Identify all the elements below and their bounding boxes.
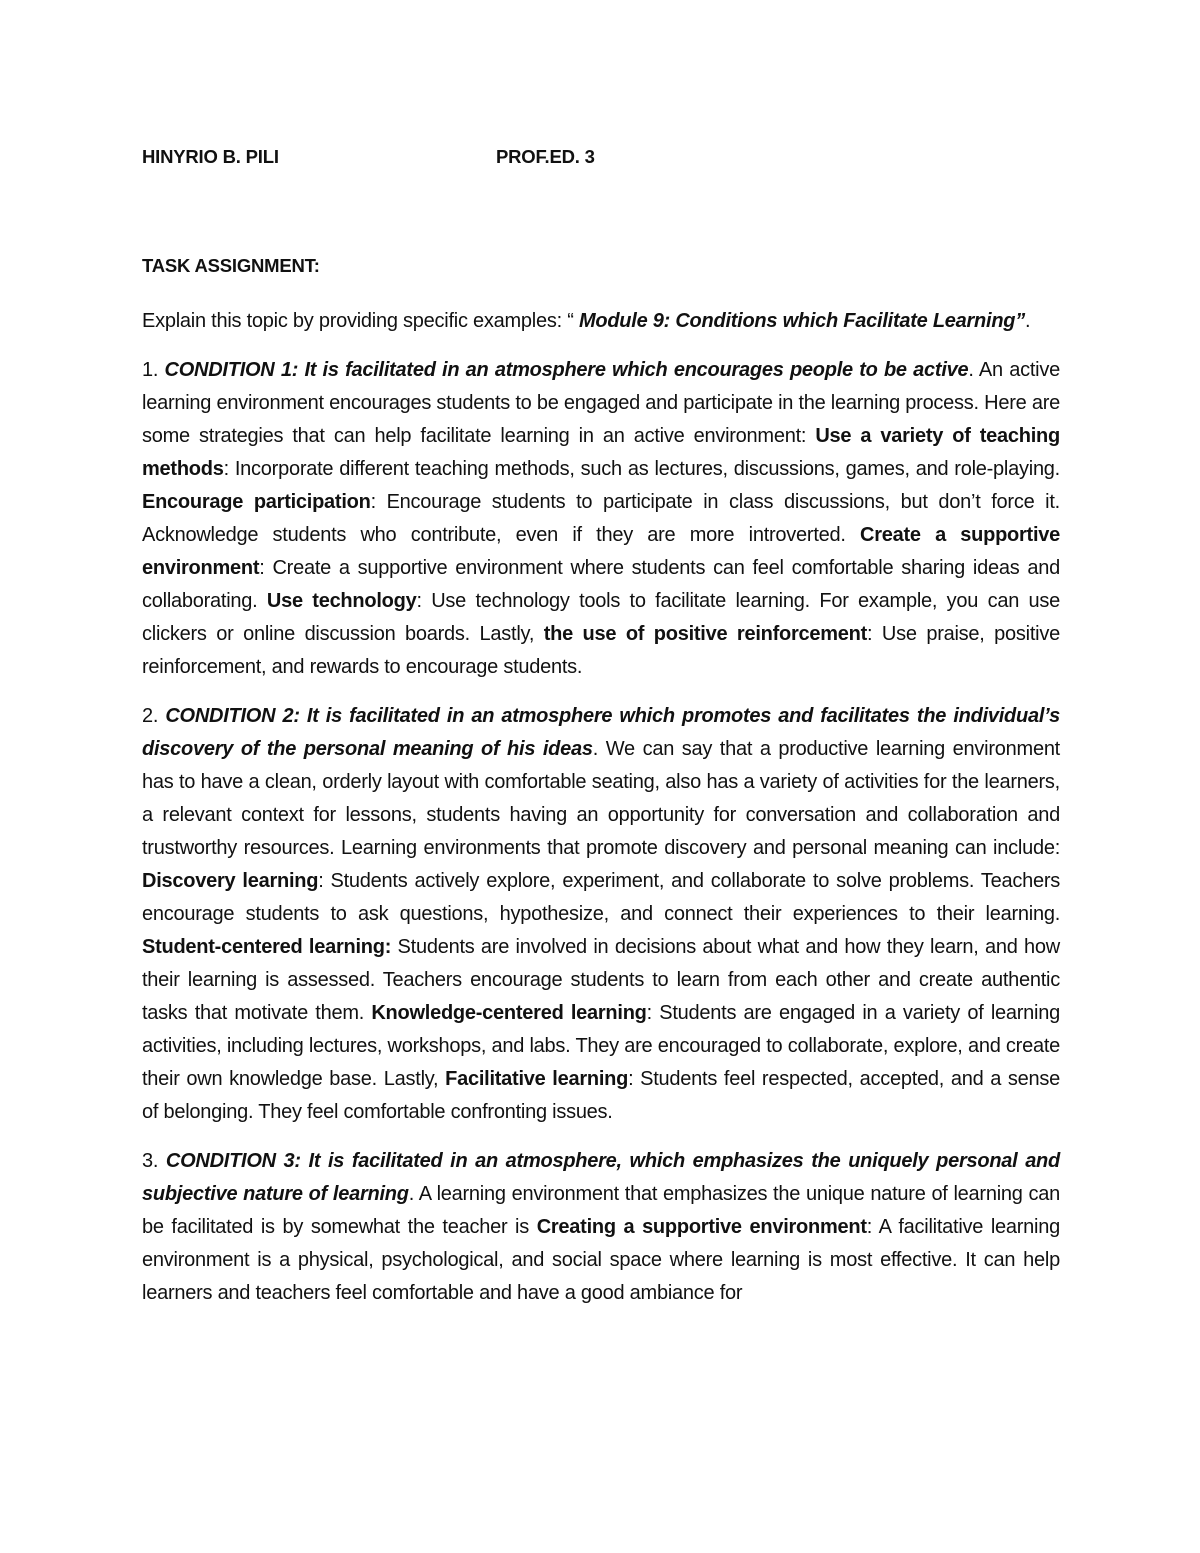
task-heading: TASK ASSIGNMENT: bbox=[142, 255, 320, 276]
strategy-label: Use a variety of teaching methods bbox=[142, 425, 1060, 480]
strategy-text: : Use praise, positive reinforcement, and rewards to encourage students. bbox=[142, 623, 1060, 678]
condition-body: . An active learning environment encourages students to be engaged and participate in the learning process. Here are some strategies that can help facilitate learning in an active environment: bbox=[142, 359, 1060, 447]
strategy-label: Encourage participation bbox=[142, 491, 371, 513]
prompt-text: Explain this topic by providing specific examples: “ bbox=[142, 310, 574, 332]
condition-number: 2. bbox=[142, 705, 166, 727]
condition-title: CONDITION 2: It is facilitated in an atmosphere which promotes and facilitates the individual’s discovery of the personal meaning of his ideas bbox=[142, 705, 1060, 760]
prompt-end: . bbox=[1025, 310, 1031, 332]
condition-1-paragraph bbox=[142, 354, 1060, 684]
strategy-label: Facilitative learning bbox=[445, 1068, 629, 1090]
condition-body: . We can say that a productive learning environment has to have a clean, orderly layout with comfortable seating, also has a variety of activities for the learners, a relevant context for lessons, students having an opportunity for conversation and collaboration and trustworthy resources. Learning environments that promote discovery and personal meaning can include: bbox=[142, 738, 1060, 859]
strategy-text: : Encourage students to participate in class discussions, but don’t force it. Acknowledge students who contribute, even if they are more introverted. bbox=[142, 491, 1060, 546]
strategy-text: : Students actively explore, experiment, and collaborate to solve problems. Teachers encourage students to ask questions, hypothesize, and connect their experiences to their learning. bbox=[142, 870, 1060, 925]
strategy-label: the use of positive reinforcement bbox=[543, 623, 868, 645]
student-name: HINYRIO B. PILI bbox=[142, 146, 279, 167]
condition-title: CONDITION 1: It is facilitated in an atmosphere which encourages people to be active bbox=[164, 359, 969, 381]
condition-number: 3. bbox=[142, 1150, 166, 1172]
task-prompt bbox=[142, 305, 1060, 338]
strategy-label: Knowledge-centered learning bbox=[371, 1002, 647, 1024]
strategy-label: Use technology bbox=[266, 590, 417, 612]
strategy-text: : A facilitative learning environment is a physical, psychological, and social space where learning is most effective. It can help learners and teachers feel comfortable and have a good ambiance for bbox=[142, 1216, 1060, 1304]
strategy-text: : Create a supportive environment where students can feel comfortable sharing ideas and collaborating. bbox=[142, 557, 1060, 612]
prompt-topic: Module 9: Conditions which Facilitate Learning” bbox=[573, 310, 1026, 332]
strategy-label: Discovery learning bbox=[142, 870, 319, 892]
strategy-text: : Students are engaged in a variety of learning activities, including lectures, workshops, and labs. They are encouraged to collaborate, explore, and create their own knowledge base. Lastly, bbox=[142, 1002, 1060, 1090]
strategy-text: : Incorporate different teaching methods, such as lectures, discussions, games, and role-playing. bbox=[223, 458, 1060, 480]
strategy-label: Creating a supportive environment bbox=[536, 1216, 867, 1238]
strategy-text: Students are involved in decisions about what and how they learn, and how their learning is assessed. Teachers encourage students to learn from each other and create authentic tasks that motivate them. bbox=[142, 936, 1060, 1024]
strategy-label: Student-centered learning: bbox=[142, 936, 392, 958]
strategy-label: Create a supportive environment bbox=[142, 524, 1060, 579]
condition-number: 1. bbox=[142, 359, 165, 381]
condition-2-paragraph bbox=[142, 700, 1060, 1129]
document-header bbox=[142, 143, 1060, 171]
strategy-text: : Use technology tools to facilitate learning. For example, you can use clickers or online discussion boards. Lastly, bbox=[142, 590, 1060, 645]
strategy-text: : Students feel respected, accepted, and a sense of belonging. They feel comfortable confronting issues. bbox=[142, 1068, 1061, 1123]
condition-3-paragraph bbox=[142, 1145, 1060, 1310]
condition-body: . A learning environment that emphasizes the unique nature of learning can be facilitated is by somewhat the teacher is bbox=[142, 1183, 1060, 1238]
condition-title: CONDITION 3: It is facilitated in an atmosphere, which emphasizes the uniquely personal and subjective nature of learning bbox=[142, 1150, 1060, 1205]
course-code: PROF.ED. 3 bbox=[496, 146, 595, 167]
